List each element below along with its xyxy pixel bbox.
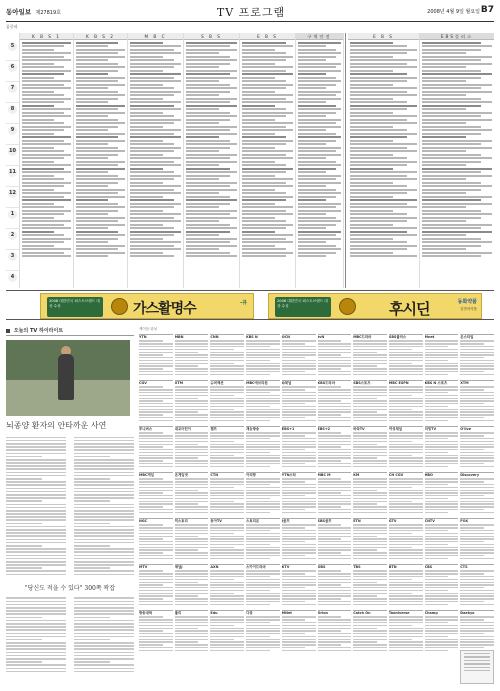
cable-channel-name: 스카이드라마 xyxy=(246,565,266,569)
hour-marker xyxy=(6,61,19,82)
cable-grid xyxy=(139,334,494,656)
hour-label: 11 xyxy=(9,169,16,175)
channel-header: M B C xyxy=(128,33,183,40)
cable-channel-name: KBS드라마 xyxy=(317,381,335,385)
cable-channel-block xyxy=(389,334,423,380)
hour-marker xyxy=(6,40,19,61)
issue-number: 제27819호 xyxy=(35,10,61,16)
cable-channel-name: 여성채널 xyxy=(388,427,402,431)
cable-channel-name: OCN xyxy=(281,335,291,339)
cable-channel-name: Mnet xyxy=(424,335,435,339)
cable-channel-name: 챔프 xyxy=(210,427,217,431)
cable-channel-block xyxy=(318,380,352,426)
masthead xyxy=(6,4,494,20)
award-badge-text: 2008 대한민국 퍼스트브랜드 대상 수상 xyxy=(277,299,328,308)
cable-channel-name: 아리랑 xyxy=(246,473,256,477)
cable-channel-block xyxy=(246,564,280,610)
cable-channel-name: NGC xyxy=(139,519,148,523)
cable-channel-name: 온게임넷 xyxy=(174,473,188,477)
cable-channel-name: Champ xyxy=(424,611,438,615)
newspaper-title: 동아일보 xyxy=(6,8,32,16)
cable-channel-name: SBS스포츠 xyxy=(353,381,371,385)
cable-channel-name: XTM xyxy=(174,381,183,385)
cable-channel-block xyxy=(246,610,280,656)
cable-channel-name: TBS xyxy=(353,565,361,569)
cable-channel-block xyxy=(318,334,352,380)
advertisement-strip xyxy=(6,290,494,320)
column-divider xyxy=(344,33,346,288)
program-listing xyxy=(420,42,494,258)
cable-channel-block xyxy=(139,426,173,472)
section-label: 공중파 xyxy=(6,24,18,29)
hour-label: 8 xyxy=(8,105,17,114)
cable-channel-name: Tooniverse xyxy=(388,611,410,615)
cable-channel-block xyxy=(353,380,387,426)
hour-marker xyxy=(6,250,19,271)
hour-column xyxy=(6,33,20,288)
publication-date: 2008년 4월 9일 월요일 xyxy=(427,9,480,15)
channel-column-mbc xyxy=(128,33,184,288)
cable-channel-name: BTN xyxy=(388,565,397,569)
cable-channel-name: 동아TV xyxy=(210,519,222,523)
cable-channel-block xyxy=(210,610,244,656)
cable-channel-name: YTN스타 xyxy=(281,473,296,477)
hour-label: 9 xyxy=(8,126,17,135)
cable-channel-name: MBC M xyxy=(317,473,331,477)
cable-channel-name: 대교어린이 xyxy=(174,427,192,431)
cable-channel-name: MBC에브리원 xyxy=(246,381,268,385)
page-title: TV 프로그램 xyxy=(216,6,286,19)
cable-channel-block xyxy=(460,518,494,564)
cable-channel-block xyxy=(246,472,280,518)
cable-channel-block xyxy=(460,380,494,426)
hour-label: 6 xyxy=(8,63,17,72)
medal-icon xyxy=(111,298,128,315)
cable-channel-name: MBN xyxy=(174,335,184,339)
cable-channel-name: Q채널 xyxy=(281,381,292,385)
cable-channel-block xyxy=(175,564,209,610)
cable-channel-name: AXN xyxy=(210,565,219,569)
cable-channel-name: MBC드라마 xyxy=(353,335,372,339)
cable-channel-name: MBC게임 xyxy=(139,473,154,477)
cable-channel-name: OBS xyxy=(317,565,326,569)
cable-channel-block xyxy=(175,518,209,564)
ad-brand-note: 일반의약품 xyxy=(460,307,477,311)
cable-channel-name: 스토리온 xyxy=(246,519,260,523)
cable-channel-block xyxy=(425,380,459,426)
hour-marker xyxy=(6,208,19,229)
cable-channel-block xyxy=(210,564,244,610)
hour-marker xyxy=(6,271,19,288)
cable-channel-name: CNN xyxy=(210,335,219,339)
cable-channel-block xyxy=(389,426,423,472)
channel-header: K B S 1 xyxy=(20,33,73,40)
cable-channel-block xyxy=(389,380,423,426)
channel-column-sbs xyxy=(184,33,240,288)
hour-label: 12 xyxy=(9,190,16,196)
feature-header-text: 오늘의 TV 하이라이트 xyxy=(13,328,64,334)
feature-body-column xyxy=(74,435,134,577)
cable-channel-name: MBC ESPN xyxy=(388,381,409,385)
award-badge-text: 2008 대한민국 퍼스트브랜드 대상 수상 xyxy=(49,299,100,308)
cable-channel-block xyxy=(175,426,209,472)
cable-channel-block xyxy=(318,426,352,472)
cable-channel-name: HBO xyxy=(424,473,433,477)
cable-channel-block xyxy=(175,380,209,426)
cable-channel-name: YTN xyxy=(139,335,147,339)
channel-column-ebs-plus xyxy=(420,33,494,288)
cable-channel-block xyxy=(389,610,423,656)
cable-channel-name: Orion xyxy=(317,611,328,615)
program-listing xyxy=(240,42,295,258)
cable-channel-block xyxy=(353,564,387,610)
cable-channel-block xyxy=(460,564,494,610)
ad-brand-name: 가스활명수 xyxy=(133,301,196,317)
cable-channel-block xyxy=(353,334,387,380)
feature-body-column xyxy=(6,435,66,577)
feature-body-column xyxy=(74,596,134,674)
cable-channel-block xyxy=(425,426,459,472)
newspaper-name xyxy=(6,7,61,16)
cable-channel-name: 히스토리 xyxy=(174,519,188,523)
channel-column-kbs1 xyxy=(20,33,74,288)
hour-label: 10 xyxy=(9,148,16,154)
cable-channel-block xyxy=(425,472,459,518)
cable-channel-block xyxy=(389,564,423,610)
program-listing xyxy=(348,42,419,258)
hour-marker xyxy=(6,187,19,208)
hour-marker xyxy=(6,82,19,103)
hour-marker xyxy=(6,103,19,124)
hour-label: 4 xyxy=(8,273,17,282)
cable-channel-block xyxy=(210,334,244,380)
cable-channel-name: CTS xyxy=(460,565,468,569)
channel-column-ebs xyxy=(240,33,296,288)
channel-column-kbs2 xyxy=(74,33,128,288)
cable-channel-block xyxy=(139,610,173,656)
cable-channel-name: KBS N 스포츠 xyxy=(424,381,448,385)
cable-channel-block xyxy=(425,610,459,656)
program-listing xyxy=(20,42,73,258)
channel-header: 구역안전 xyxy=(296,33,343,40)
advertisement-right xyxy=(268,293,482,319)
hour-marker xyxy=(6,166,19,187)
broadcast-schedule-grid xyxy=(6,33,494,288)
program-listing xyxy=(184,42,239,258)
cable-channel-name: EBS+2 xyxy=(317,427,331,431)
legend-strip xyxy=(40,24,320,29)
cable-schedule xyxy=(139,326,494,686)
cable-channel-name: 리빙TV xyxy=(424,427,437,431)
cable-channel-block xyxy=(139,518,173,564)
cable-channel-block xyxy=(282,564,316,610)
ad-brand-sub: 동화약품 xyxy=(457,299,477,305)
cable-channel-block xyxy=(282,610,316,656)
feature-body-2 xyxy=(6,596,134,674)
info-box xyxy=(460,650,494,684)
channel-header: S B S xyxy=(184,33,239,40)
cable-channel-block xyxy=(246,426,280,472)
cable-channel-block xyxy=(425,518,459,564)
highlight-feature xyxy=(6,326,134,686)
cable-channel-name: tvN xyxy=(317,335,325,339)
cable-channel-name: KTV xyxy=(281,565,290,569)
channel-header: E B S xyxy=(348,33,419,40)
feature-body xyxy=(6,435,134,577)
program-listing xyxy=(74,42,127,258)
cable-channel-block xyxy=(353,472,387,518)
cable-channel-block xyxy=(175,610,209,656)
hour-label: 1 xyxy=(8,210,17,219)
cable-channel-name: 바둑TV xyxy=(353,427,365,431)
cable-channel-block xyxy=(139,564,173,610)
channel-header: E B S xyxy=(240,33,295,40)
cable-channel-block xyxy=(246,380,280,426)
cable-channel-name: CTN xyxy=(210,473,219,477)
cable-channel-name: MTV xyxy=(139,565,148,569)
program-listing xyxy=(296,42,343,258)
cable-channel-block xyxy=(460,334,494,380)
cable-channel-name: 재능방송 xyxy=(246,427,260,431)
cable-channel-name: SBS골프 xyxy=(317,519,332,523)
cable-channel-name: 다큐 xyxy=(246,611,253,615)
channel-column-local xyxy=(296,33,344,288)
cable-channel-name: KBS N xyxy=(246,335,258,339)
cable-channel-name: CNTV xyxy=(424,519,435,523)
cable-channel-block xyxy=(282,380,316,426)
cable-channel-name: GTV xyxy=(388,519,397,523)
cable-header: 케이블·위성 xyxy=(139,327,158,331)
cable-channel-block xyxy=(282,334,316,380)
channel-header: K B S 2 xyxy=(74,33,127,40)
bullet-icon xyxy=(6,329,10,333)
cable-channel-block xyxy=(460,472,494,518)
cable-channel-block xyxy=(425,334,459,380)
cable-channel-block xyxy=(318,518,352,564)
cable-channel-block xyxy=(282,472,316,518)
cable-channel-block xyxy=(353,426,387,472)
hour-label: 3 xyxy=(8,252,17,261)
cable-channel-block xyxy=(318,472,352,518)
cable-channel-block xyxy=(389,472,423,518)
hour-label: 7 xyxy=(8,84,17,93)
cable-channel-block xyxy=(210,380,244,426)
hour-marker xyxy=(6,124,19,145)
cable-channel-name: 슈퍼액션 xyxy=(210,381,224,385)
cable-channel-name: 채널J xyxy=(174,565,183,569)
cable-channel-name: Discovery xyxy=(460,473,480,477)
cable-channel-name: 투니버스 xyxy=(139,427,153,431)
cable-channel-block xyxy=(210,426,244,472)
channel-header: EBS플러스 xyxy=(420,33,494,40)
cable-channel-block xyxy=(246,334,280,380)
cable-channel-block xyxy=(175,472,209,518)
cable-channel-name: Edu xyxy=(210,611,218,615)
hour-label: 5 xyxy=(8,42,17,51)
feature-photo xyxy=(6,340,130,416)
masthead-rule xyxy=(6,21,494,22)
cable-channel-name: SBS플러스 xyxy=(388,335,407,339)
cable-channel-block xyxy=(246,518,280,564)
feature-title: 뇌종양 환자의 안타까운 사연 xyxy=(6,421,107,430)
feature-subtitle: "당신도 적을 수 있다" 300쪽 꽉잡 xyxy=(24,584,116,592)
cable-channel-name: J골프 xyxy=(281,519,290,523)
cable-channel-name: FOX xyxy=(460,519,468,523)
cable-channel-name: EBS+1 xyxy=(281,427,295,431)
cable-channel-name: 방송대학 xyxy=(139,611,153,615)
feature-body-column xyxy=(6,596,66,674)
cable-channel-name: KM xyxy=(353,473,360,477)
medal-icon xyxy=(339,298,356,315)
cable-channel-block xyxy=(282,426,316,472)
feature-header xyxy=(6,326,134,336)
cable-channel-block xyxy=(282,518,316,564)
cable-channel-name: CH CGV xyxy=(388,473,404,477)
cable-channel-name: 온스타일 xyxy=(460,335,474,339)
cable-channel-block xyxy=(210,472,244,518)
hour-marker xyxy=(6,229,19,250)
cable-channel-name: CGV xyxy=(139,381,147,385)
cable-channel-block xyxy=(353,610,387,656)
ad-brand-sub: -큐 xyxy=(240,300,247,306)
cable-channel-name: O'live xyxy=(460,427,472,431)
advertisement-left xyxy=(40,293,254,319)
cable-channel-name: MNet xyxy=(281,611,292,615)
cable-channel-block xyxy=(389,518,423,564)
cable-channel-block xyxy=(139,334,173,380)
page-number: B7 xyxy=(480,5,494,15)
cable-channel-block xyxy=(139,472,173,518)
cable-channel-block xyxy=(318,610,352,656)
cable-channel-block xyxy=(353,518,387,564)
cable-channel-block xyxy=(139,380,173,426)
hour-label: 2 xyxy=(8,231,17,240)
program-listing xyxy=(128,42,183,258)
cable-channel-name: XTM xyxy=(460,381,469,385)
cable-channel-block xyxy=(460,426,494,472)
photo-person-body xyxy=(58,354,74,400)
cable-channel-name: ETN xyxy=(353,519,361,523)
cable-channel-name: Catch On xyxy=(353,611,371,615)
cable-channel-name: 폴리 xyxy=(174,611,182,615)
hour-marker xyxy=(6,145,19,166)
ad-brand-name: 후시딘 xyxy=(389,300,430,318)
cable-channel-block xyxy=(175,334,209,380)
cable-channel-name: CBS xyxy=(424,565,433,569)
cable-channel-block xyxy=(425,564,459,610)
cable-channel-block xyxy=(210,518,244,564)
channel-column-ebs-right xyxy=(348,33,420,288)
cable-channel-name: Daekyo xyxy=(460,611,475,615)
cable-channel-block xyxy=(318,564,352,610)
